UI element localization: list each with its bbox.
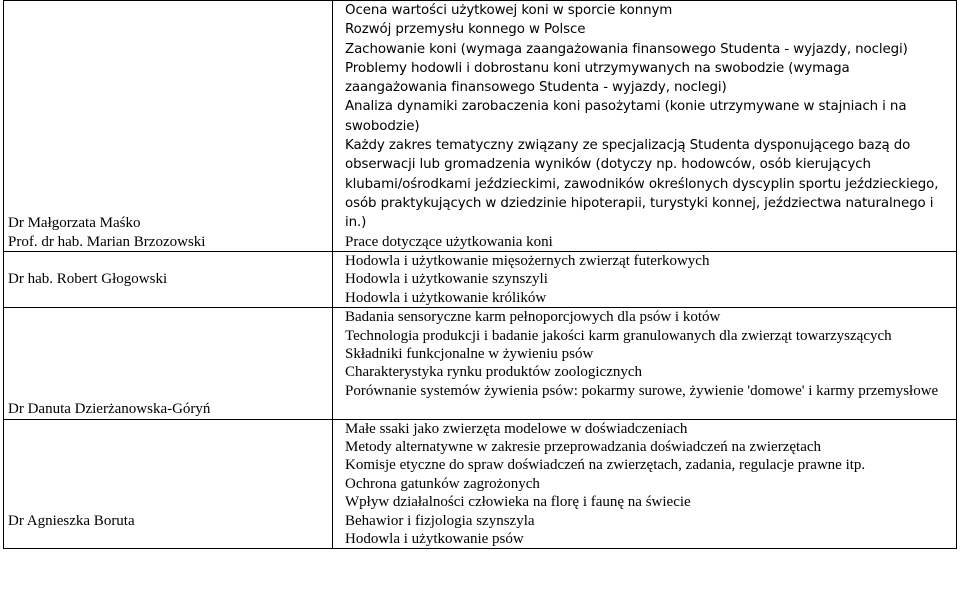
topic-item: Ochrona gatunków zagrożonych: [345, 475, 540, 492]
topic-item: Rozwój przemysłu konnego w Polsce: [345, 22, 586, 38]
topics-cell: [333, 419, 957, 549]
topic-item: Ocena wartości użytkowej koni w sporcie konnym: [345, 3, 673, 18]
lecturer-name: Dr Małgorzata Maśko: [8, 215, 141, 232]
topic-item: Behawior i fizjologia szynszyla: [345, 512, 535, 529]
lecturer-cell: [4, 419, 333, 549]
lecturer-cell: [4, 251, 333, 307]
topic-item: Komisje etyczne do spraw doświadczeń na zwierzętach, zadania, regulacje prawne itp.: [345, 457, 866, 474]
table-row: [4, 419, 957, 549]
topic-item: Każdy zakres tematyczny związany ze specjalizacją Studenta dysponującego bazą do obserwacji lub gromadzenia wyników (dotyczy np. hodowców, osób kierujących klubami/ośrodkami jeździeckimi, zawodników określonych dyscyplin sportu jeździeckiego, osób praktykujących w dziedzinie hipoterapii, turystyki konnej, jeździectwa naturalnego i in.): [345, 138, 939, 231]
topic-list: [345, 1, 948, 233]
topic-item: Hodowla i użytkowanie psów: [345, 531, 524, 548]
topic-item: Porównanie systemów żywienia psów: pokarmy surowe, żywienie 'domowe' i karmy przemysłowe: [345, 382, 939, 399]
lecturer-name: Dr Danuta Dzierżanowska-Góryń: [8, 401, 211, 418]
topic-item: Hodowla i użytkowanie szynszyli: [345, 271, 548, 288]
lecturer-cell: [4, 1, 333, 252]
topic-item: Małe ssaki jako zwierzęta modelowe w doświadczeniach: [345, 420, 688, 437]
table-row: [4, 308, 957, 419]
topic-item: Składniki funkcjonalne w żywieniu psów: [345, 346, 594, 362]
lecturer-name: Prof. dr hab. Marian Brzozowski: [8, 233, 206, 250]
topic-item: Metody alternatywne w zakresie przeprowadzania doświadczeń na zwierzętach: [345, 439, 822, 456]
topic-item: Wpływ działalności człowieka na florę i faunę na świecie: [345, 494, 691, 511]
topics-cell: [333, 1, 957, 252]
topics-cell: [333, 251, 957, 307]
lecturer-cell: [4, 308, 333, 419]
topics-cell: [333, 308, 957, 419]
topic-item: Problemy hodowli i dobrostanu koni utrzymywanych na swobodzie (wymaga zaangażowania finansowego Studenta - wyjazdy, noclegi): [345, 60, 850, 96]
topic-item: Analiza dynamiki zarobaczenia koni pasożytami (konie utrzymywane w stajniach i na swobodzie): [345, 99, 907, 134]
lecturer-name: Dr Agnieszka Boruta: [8, 512, 135, 529]
topic-item: Badania sensoryczne karm pełnoporcjowych dla psów i kotów: [345, 309, 721, 326]
topic-item: Technologia produkcji i badanie jakości karm granulowanych dla zwierząt towarzyszących: [345, 327, 892, 344]
thesis-topics-table: [3, 0, 957, 549]
topic-item: Zachowanie koni (wymaga zaangażowania finansowego Studenta - wyjazdy, noclegi): [345, 41, 908, 57]
table-row: [4, 1, 957, 252]
table-row: [4, 251, 957, 307]
topic-item: Hodowla i użytkowanie królików: [345, 289, 547, 306]
topic-item: Charakterystyka rynku produktów zoologicznych: [345, 364, 643, 381]
lecturer-name: Dr hab. Robert Głogowski: [8, 271, 168, 288]
topic-item: Prace dotyczące użytkowania koni: [345, 233, 553, 250]
topic-item: Hodowla i użytkowanie mięsożernych zwierząt futerkowych: [345, 252, 710, 269]
